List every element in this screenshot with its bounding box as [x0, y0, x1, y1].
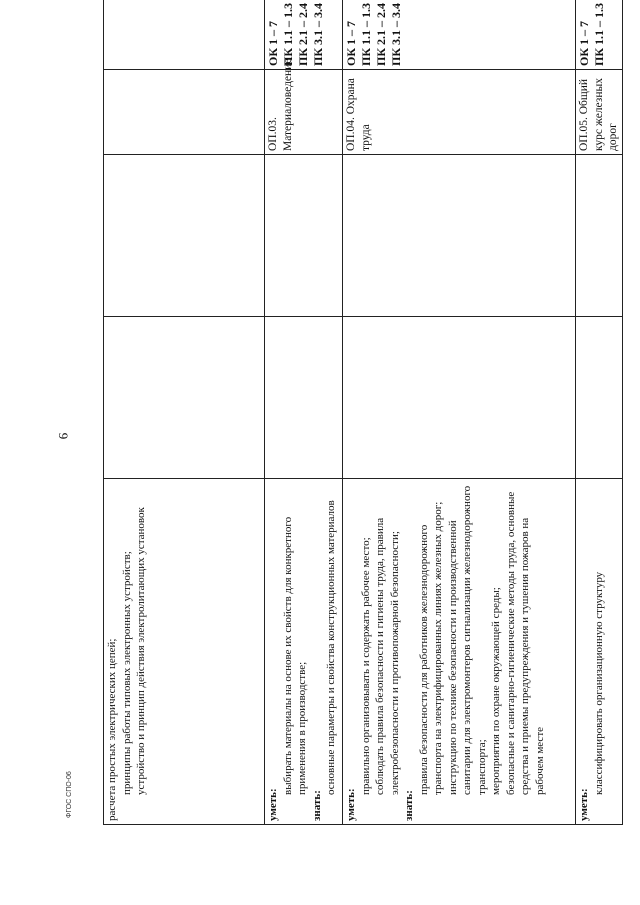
requirement-line: инструкцию по технике безопасности и производственной санитарии для электромонтеров сигнализации железнодорожного транспорта; — [446, 485, 488, 795]
requirement-line: мероприятия по охране окружающей среды; — [490, 587, 502, 795]
table-row — [104, 0, 265, 825]
requirement-heading: уметь: — [267, 788, 279, 821]
requirement-line: выбирать материалы на основе их свойств для конкретного применения в производстве; — [281, 516, 308, 795]
discipline-code: ОП.03. Материаловедение — [267, 58, 294, 151]
empty-cell — [104, 317, 265, 479]
competency-code: ПК 3.1 – 3.4 — [389, 2, 403, 66]
requirement-heading: уметь: — [345, 788, 357, 821]
discipline-code: ОП.04. Охрана труда — [345, 78, 372, 151]
empty-cell — [576, 317, 623, 479]
competencies-cell — [104, 0, 265, 70]
discipline-cell — [265, 58, 343, 155]
requirement-line: соблюдать правила безопасности и гигиены труда, правила электробезопасности и противопожарной безопасности; — [374, 517, 401, 795]
discipline-cell — [104, 70, 265, 155]
requirement-line: основные параметры и свойства конструкционных материалов — [325, 500, 337, 795]
competencies-cell — [265, 0, 343, 70]
requirement-line: правила безопасности для работников железнодорожного транспорта на электрифицированных линиях железных дорог; — [417, 501, 444, 795]
requirements-cell — [104, 479, 265, 825]
requirement-line: расчета простых электрических цепей; — [106, 638, 118, 821]
page-number: 9 — [56, 432, 71, 440]
competency-code: ПК 1.1 – 1.3 — [281, 2, 295, 66]
curriculum-table — [103, 0, 623, 825]
competency-code: ПК 2.1 – 2.4 — [296, 2, 310, 66]
requirement-line: принципы работы типовых электронных устройств; — [120, 551, 133, 795]
requirement-line: классифицировать организационную структуру — [592, 571, 605, 795]
requirement-heading: знать: — [403, 790, 415, 821]
competency-code: ПК 2.1 – 2.4 — [374, 2, 388, 66]
empty-cell — [265, 155, 343, 317]
requirement-line: безопасные и санитарно-гигиенические методы труда, основные средства и приемы предупреждения и тушения пожаров на рабочем месте — [504, 491, 546, 795]
empty-cell — [104, 155, 265, 317]
requirements-cell — [343, 479, 576, 825]
rotated-table-wrapper — [103, 2, 619, 825]
requirements-cell — [265, 479, 343, 825]
empty-cell — [343, 155, 576, 317]
competency-code: ПК 3.1 – 3.4 — [311, 2, 325, 66]
competencies-cell — [343, 0, 576, 70]
discipline-cell — [576, 70, 623, 155]
document-footer: ФГОС СПО-06 — [66, 771, 73, 818]
requirement-heading: знать: — [310, 790, 323, 821]
competency-code: ОК 1 – 7 — [266, 20, 280, 66]
discipline-code: ОП.05. Общий курс железных дорог — [578, 78, 619, 151]
empty-cell — [265, 317, 343, 479]
competency-code: ОК 1 – 7 — [577, 20, 591, 66]
requirement-line: устройство и принцип действия электролитающих установок — [135, 507, 147, 795]
table-row — [265, 0, 343, 825]
empty-cell — [343, 317, 576, 479]
table-row — [343, 0, 576, 825]
competencies-cell — [576, 0, 623, 70]
requirement-heading: уметь: — [578, 788, 590, 821]
discipline-cell — [343, 70, 576, 155]
empty-cell — [576, 155, 623, 317]
competency-code: ПК 1.1 – 1.3 — [359, 2, 373, 66]
requirement-line: правильно организовывать и содержать рабочее место; — [359, 537, 372, 795]
competency-code: ОК 1 – 7 — [344, 20, 358, 66]
competency-code: ПК 1.1 – 1.3 — [592, 2, 606, 66]
table-row — [576, 0, 623, 825]
requirements-cell — [576, 479, 623, 825]
